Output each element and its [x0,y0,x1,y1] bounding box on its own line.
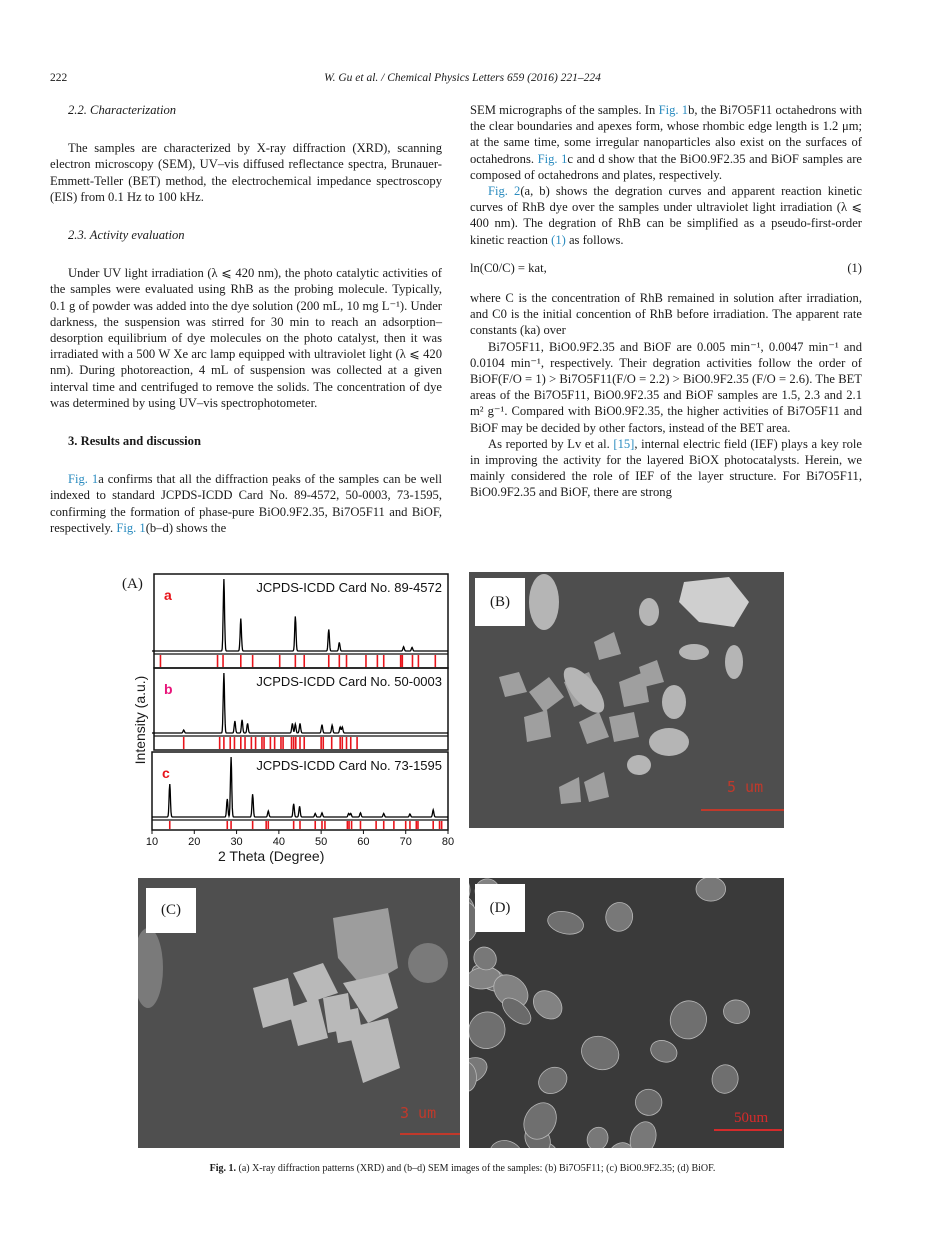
running-title: W. Gu et al. / Chemical Physics Letters 659 (2016) 221–224 [324,72,601,84]
paragraph-rate-constants: Bi7O5F11, BiO0.9F2.35 and BiOF are 0.005 min⁻¹, 0.0047 min⁻¹ and 0.0104 min⁻¹, respectively. Their degration activities follow the order of BiOF(F/O = 1) > Bi7O5F11(F/O = 2.2) > BiO0.9F2.35 (F/O = 2.6). The BET areas of the Bi7O5F11, BiO0.9F2.35 and BiOF samples are 1.5, 2.3 and 2.1 m² g⁻¹. Compared with BiO0.9F2.35, the higher activities of Bi7O5F11 and BiOF may be decided by other factors, instead of the BET area. [470,339,862,435]
svg-text:80: 80 [441,836,455,848]
svg-text:20: 20 [188,836,201,848]
section-2-3-title: 2.3. Activity evaluation [68,228,185,243]
paragraph-where: where C is the concentration of RhB remained in solution after irradiation, and C0 is the initial concention of RhB before irradiation. The apparent rate constants (ka) over [470,291,862,338]
p1-text-a: SEM micrographs of the samples. In [470,103,659,117]
p2-text-a: (a, b) shows the degration curves and apparent reaction kinetic curves of RhB dye over the samples under ultraviolet light irradiation (λ ⩽ 400 nm). The degration of RhB can be simplified as a pseudo-first-order kinetic reaction [470,184,862,247]
equation-body: ln(C0/C) = kat, [470,260,547,275]
fig2-link[interactable]: Fig. 2 [488,184,521,199]
p5-text-b: , internal electric field (IEF) plays a key role in improving the activity for the layered BiOX photocatalysts. Herein, we mainly considered the role of IEF of the layer structure. For Bi7O5F11, BiO0.9F2.35 and BiOF, there are strong [470,436,862,500]
paragraph-degradation [470,183,862,248]
right-column [470,102,862,501]
svg-text:JCPDS-ICDD Card No. 50-0003: JCPDS-ICDD Card No. 50-0003 [256,674,442,689]
section-2-3-body: Under UV light irradiation (λ ⩽ 420 nm), the photo catalytic activities of the samples were evaluated using RhB as the probing molecule. Typically, 0.1 g of powder was added into the dye solution (200 mL, 10 mg L⁻¹). Under darkness, the suspension was stirred for 30 min to reach an adsorption–desorption equilibrium of dye molecules on the photo catalyst, then it was irradiated with a 500 W Xe arc lamp equipped with ultraviolet light (λ ⩽ 420 nm). During photoreaction, 4 mL of suspension was collected at a given interval time and centrifuged to remove the solids. The concentration of dye was determined by using UV–vis spectrophotometer. [50,266,442,410]
scale-bar-c [400,1133,460,1135]
p1-text-c: c and d show that the BiO0.9F2.35 and BiOF samples are composed of octahedrons and plates, respectively. [470,151,862,182]
fig1-link[interactable]: Fig. 1 [68,472,99,487]
figure-caption [0,1163,925,1174]
caption-label: Fig. 1. [209,1163,236,1174]
svg-text:40: 40 [272,836,285,848]
fig1-link-2[interactable]: Fig. 1 [116,520,146,535]
section-3-text-a: a confirms that all the diffraction peaks of the samples can be well indexed to standard JCPDS-ICDD Card No. 89-4572, 50-0003, 73-1595, confirming the formation of phase-pure BiO0.9F2.35, Bi7O5F11 and BiOF, respectively. [50,472,442,535]
svg-text:30: 30 [230,836,243,848]
svg-text:50: 50 [315,836,328,848]
panel-a-label: (A) [122,576,143,592]
paragraph-sem [470,102,862,183]
equation-number: (1) [847,260,862,275]
reference-15-link[interactable]: [15] [613,436,635,451]
section-3-title: 3. Results and discussion [68,434,201,449]
section-3-text-b: (b–d) shows the [145,520,227,535]
xrd-chart-panel [118,572,463,872]
paragraph-ief [470,436,862,501]
p5-text-a: As reported by Lv et al. [488,436,614,451]
svg-text:JCPDS-ICDD Card No. 73-1595: JCPDS-ICDD Card No. 73-1595 [256,758,442,773]
caption-text: (a) X-ray diffraction patterns (XRD) and (b–d) SEM images of the samples: (b) Bi7O5F11; (c) BiO0.9F2.35; (d) BiOF. [235,1163,716,1174]
scale-bar-b-text: 5 um [727,778,764,796]
left-column [50,102,442,536]
panel-c-label: (C) [146,888,196,933]
p1-text-b: b, the Bi7O5F11 octahedrons with the clear boundaries and apexes form, whose rhombic edge length is 1.2 μm; at the same time, some irregular nanoparticles also exist on the surfaces of octahedrons. [470,103,862,166]
svg-text:JCPDS-ICDD Card No. 89-4572: JCPDS-ICDD Card No. 89-4572 [256,580,442,595]
scale-bar-d-text: 50um [734,1110,769,1126]
fig1-link-4[interactable]: Fig. 1 [537,151,568,166]
scale-bar-b [701,809,784,811]
sem-image-c [138,878,460,1148]
panel-b-label: (B) [475,578,525,626]
scale-bar-c-text: 3 um [400,1104,437,1122]
x-axis-label: 2 Theta (Degree) [218,848,325,864]
sem-image-b [469,572,784,828]
y-axis-label: Intensity (a.u.) [132,675,148,765]
equation-ref-link[interactable]: (1) [551,232,566,247]
section-3-body [50,471,442,536]
svg-text:70: 70 [399,836,412,848]
section-2-2-body: The samples are characterized by X-ray diffraction (XRD), scanning electron microscopy (SEM), UV–vis diffused reflectance spectra, Brunauer-Emmett-Teller (BET) method, the electrochemical impedance spectroscopy (EIS) from 0.1 Hz to 100 kHz. [50,141,442,204]
xrd-plot [118,572,463,872]
p2-text-b: as follows. [565,232,624,247]
panel-d-label: (D) [475,884,525,932]
svg-text:10: 10 [145,836,159,848]
svg-text:c: c [162,765,170,781]
svg-text:60: 60 [357,836,370,848]
page-number: 222 [50,72,68,84]
svg-text:b: b [164,681,173,697]
equation-1 [470,260,862,276]
scale-bar-d [714,1129,782,1131]
fig1-link-3[interactable]: Fig. 1 [658,103,689,117]
sem-image-d [469,878,784,1148]
section-2-2-title: 2.2. Characterization [68,103,177,117]
svg-text:a: a [164,587,172,603]
